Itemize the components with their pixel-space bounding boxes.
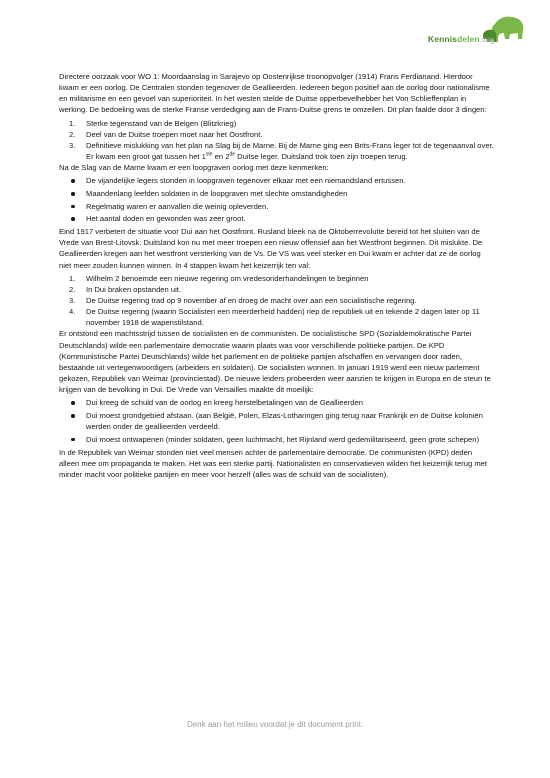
list-item: 1. Wilhelm 2 benoemde een nieuwe regering om vredesonderhandelingen te beginnen (69, 273, 369, 283)
list-item: Dui moest grondgebied afstaan. (aan België, Polen, Elzas-Lotharingen ging terug naar Frankrijk en de Duitse koloniën werden onder de geallieerden verdeeld. (59, 410, 494, 432)
list-item: Het aantal doden en gewonden was zeer groot. (59, 213, 494, 224)
site-logo[interactable] (412, 12, 530, 46)
fall-steps-list (59, 273, 494, 329)
document-body (59, 71, 494, 480)
trench-features-list (59, 175, 494, 224)
list-item: Regelmatig waren er aanvallen die weinig opleverden. (59, 201, 494, 212)
trench-intro: Na de Slag van de Marne kwam er een loopgraven oorlog met deze kenmerken: (59, 163, 329, 173)
list-item: 3. Definitieve mislukking van het plan na Slag bij de Marne. Bij de Marne ging een Brits-Frans leger tot de tegenaanval over. Er kwam een groot gat tussen het 1ste en 2de Duitse leger. Duitsland trok toen zijn troepen terug. (69, 140, 494, 162)
power-struggle-paragraph: Er ontstond een machtsstrijd tussen de socialisten en de communisten. De socialistische SPD (Sozialdemokratische Partei Deutschlands) wilde een parlementaire democratie waarin plaats was voor verschillende politieke partijen. De KPD (Kommunistische Partei Deutschlands) wilde het parlement en de politieke partijen afschaffen en vervangen door raden, bestaande uit vertegenwoordigers (arbeiders en soldaten). De socialisten wonnen. In januari 1919 werd een nieuw parlement gekozen, Republiek van Weimar (provinciestad). De nieuwe leiders probeerden weer aanzien te krijgen in Europa en de steun te krijgen van de bevolking in Dui. De Vrede van Versailles maakte dit moeilijk: (59, 329, 491, 395)
list-item: 1. Sterke tegenstand van de Belgen (Blitzkrieg) (69, 118, 237, 128)
list-item: Dui moest ontwapenen (minder soldaten, geen luchtmacht, het Rijnland werd gedemilitariseerd, geen grote schepen) (59, 434, 494, 445)
paragraph-1917: Eind 1917 verbetert de situatie voor Dui aan het Oostfront. Rusland bleek na de Oktoberrevolutie bereid tot het sluiten van de Vrede van Brest-Litovsk. Duitsland kon nu met meer troepen een nieuw offensief aan het Westfront beginnen. Dit mislukte. De Geallieerden kregen aan het westfront versterking van de Vs. De VS was veel sterker en Dui kwam er achter dat ze de oorlog niet meer zouden kunnen winnen. In 4 stappen kwam het keizerrijk ten val: (59, 227, 483, 270)
logo-text: Kennisdelen.org (428, 34, 495, 44)
list-item: 3. De Duitse regering trad op 9 november af en droeg de macht over aan een socialistische regering. (69, 295, 417, 305)
list-item: De vijandelijke legers stonden in loopgraven tegenover elkaar met een niemandsland ertussen. (59, 175, 494, 186)
footer-note: Denk aan het milieu voordat je dit document print. (186, 720, 364, 729)
versailles-list (59, 397, 494, 445)
list-item: 2. In Dui braken opstanden uit. (69, 284, 181, 294)
list-item: Maandenlang leefden soldaten in de loopgraven met slechte omstandigheden (59, 188, 494, 199)
list-item: 4. De Duitse regering (waarin Socialisten een meerderheid hadden) riep de republiek uit en tekende 2 dagen later op 11 november 1918 de wapenstilstand. (69, 307, 480, 328)
intro-paragraph: Directere oorzaak voor WO 1: Moordaanslag in Sarajevo op Oostenrijkse troonopvolger (1914) Frans Ferdianand. Hierdoor kwam er een oorlog. De Centralen stonden tegenover de Geallieerden. Iedereen begon positief aan de oorlog door nationalisme en militarisme en een gevoel van superioriteit. In het westen stelde de Duitse opperbevelhebber het Von Schlieffenplan in werking. De bedoeling was de sterke Franse verdediging aan de Frans-Duitse grens te omzeilen. Dit plan faalde door 3 dingen: (59, 72, 490, 115)
list-item: Dui kreeg de schuld van de oorlog en kreeg herstelbetalingen van de Geallieerden (59, 397, 494, 408)
list-item: 2. Deel van de Duitse troepen moet naar het Oostfront. (69, 129, 263, 139)
failure-reasons-list (59, 118, 494, 163)
weimar-paragraph: In de Republiek van Weimar stonden niet veel mensen achter de parlementaire democratie. De communisten (KPD) deden alleen mee om propaganda te maken. Het was een sterke partij. Nationalisten en conservatieven wilden het keizerrijk terug met minder macht voor politieke partijen en meer voor herzelf (alles was de schuld van de socialisten). (59, 447, 488, 479)
